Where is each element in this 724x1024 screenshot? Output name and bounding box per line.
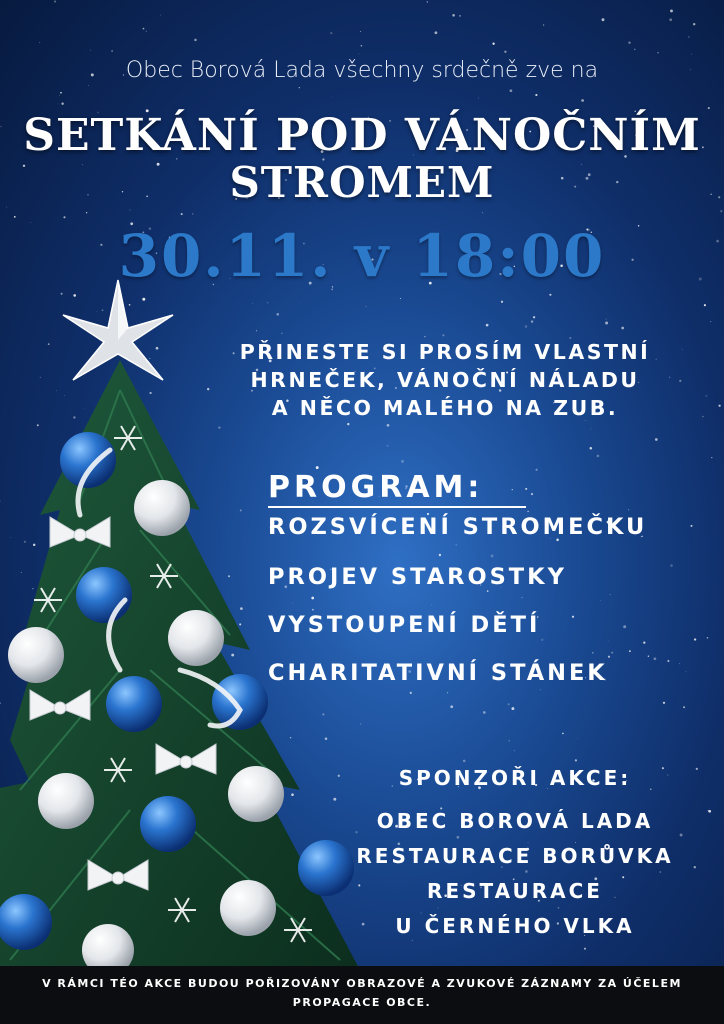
- title-line-2: STROMEM: [229, 158, 495, 207]
- footer-line: V RÁMCI TÉO AKCE BUDOU POŘIZOVÁNY OBRAZOVÉ A ZVUKOVÉ ZÁZNAMY ZA ÚČELEM: [42, 977, 682, 990]
- bring-line: PŘINESTE SI PROSÍM VLASTNÍ: [239, 340, 651, 364]
- program-item: CHARITATIVNÍ STÁNEK: [268, 660, 608, 686]
- program-item: VYSTOUPENÍ DĚTÍ: [268, 612, 541, 638]
- sponsor-item: RESTAURACE BORŮVKA: [356, 844, 674, 868]
- sponsors-heading: SPONZOŘI AKCE:: [398, 766, 632, 790]
- invitation-text: Obec Borová Lada všechny srdečně zve na: [125, 58, 599, 83]
- christmas-tree-icon: [0, 270, 380, 970]
- sponsor-item: U ČERNÉHO VLKA: [395, 914, 635, 938]
- sponsor-item: RESTAURACE: [427, 879, 603, 903]
- bring-line: HRNEČEK, VÁNOČNÍ NÁLADU: [250, 368, 640, 392]
- sponsors-block: [330, 766, 700, 944]
- program-item: ROZSVÍCENÍ STROMEČKU: [268, 514, 648, 540]
- title-line-1: SETKÁNÍ POD VÁNOČNÍM: [23, 110, 701, 161]
- program-item: PROJEV STAROSTKY: [268, 564, 567, 590]
- sponsor-item: OBEC BOROVÁ LADA: [376, 809, 654, 833]
- program-heading: PROGRAM:: [268, 470, 484, 505]
- footer-line: PROPAGACE OBCE.: [292, 996, 432, 1009]
- footer-disclaimer: [0, 966, 724, 1024]
- event-date-time: 30.11. v 18:00: [118, 222, 606, 290]
- bring-line: A NĚCO MALÉHO NA ZUB.: [271, 396, 619, 420]
